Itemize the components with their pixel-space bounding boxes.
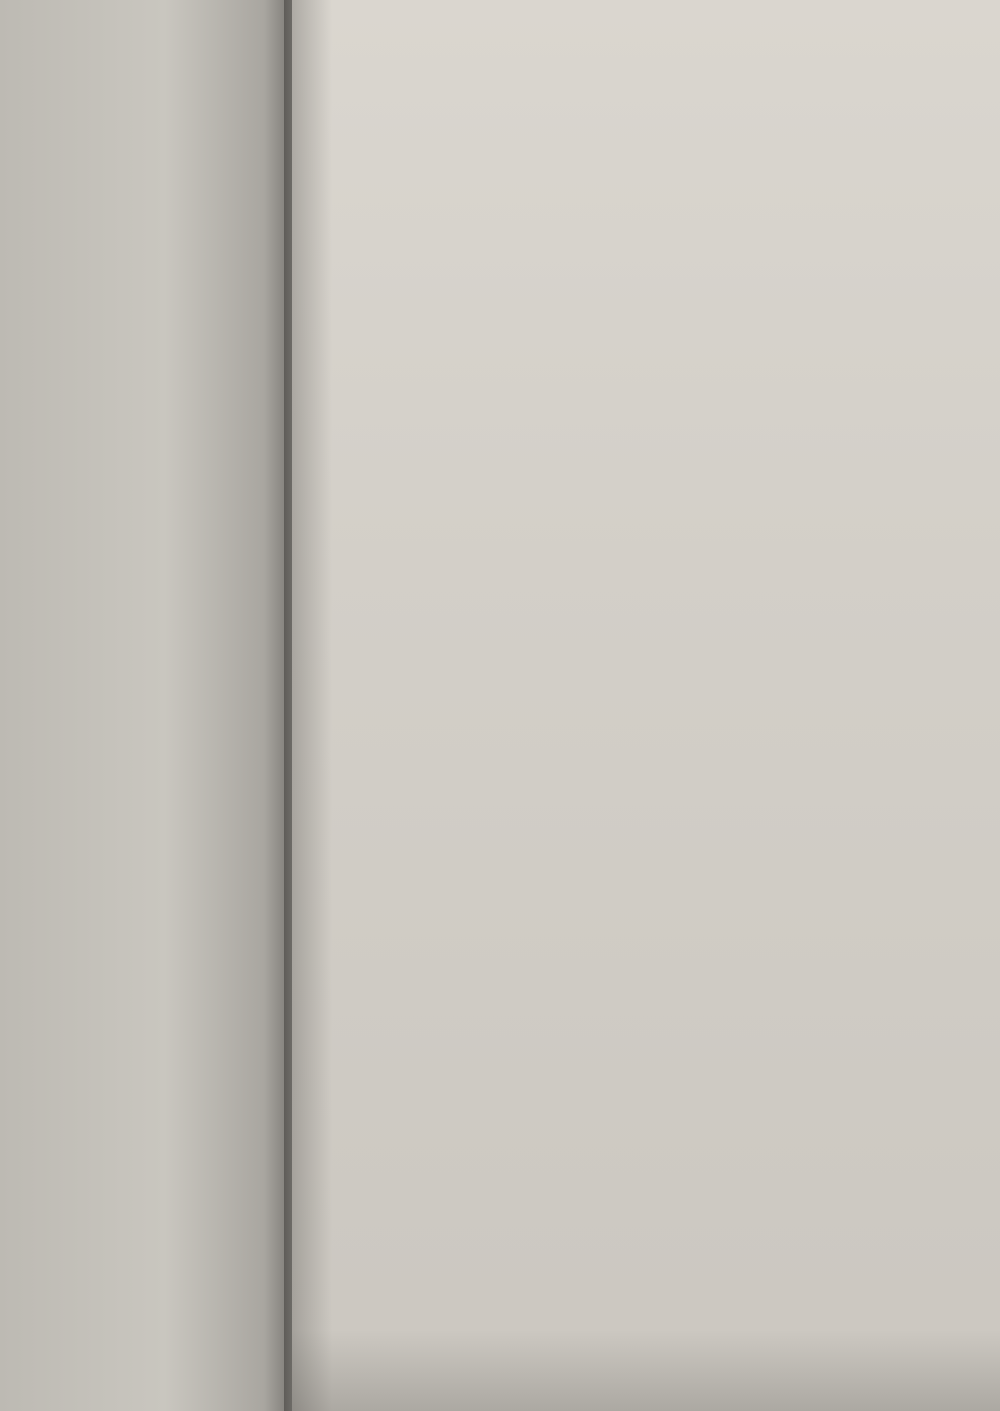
top-paragraphs: [298, 88, 940, 103]
page-shadow: [292, 1330, 1000, 1411]
chapter-title: [299, 124, 941, 139]
left-page-text: [0, 0, 300, 5]
chapter-body: [299, 124, 941, 139]
right-page-text: [298, 88, 941, 139]
right-page: [292, 0, 1000, 1411]
left-page: [0, 0, 300, 1411]
